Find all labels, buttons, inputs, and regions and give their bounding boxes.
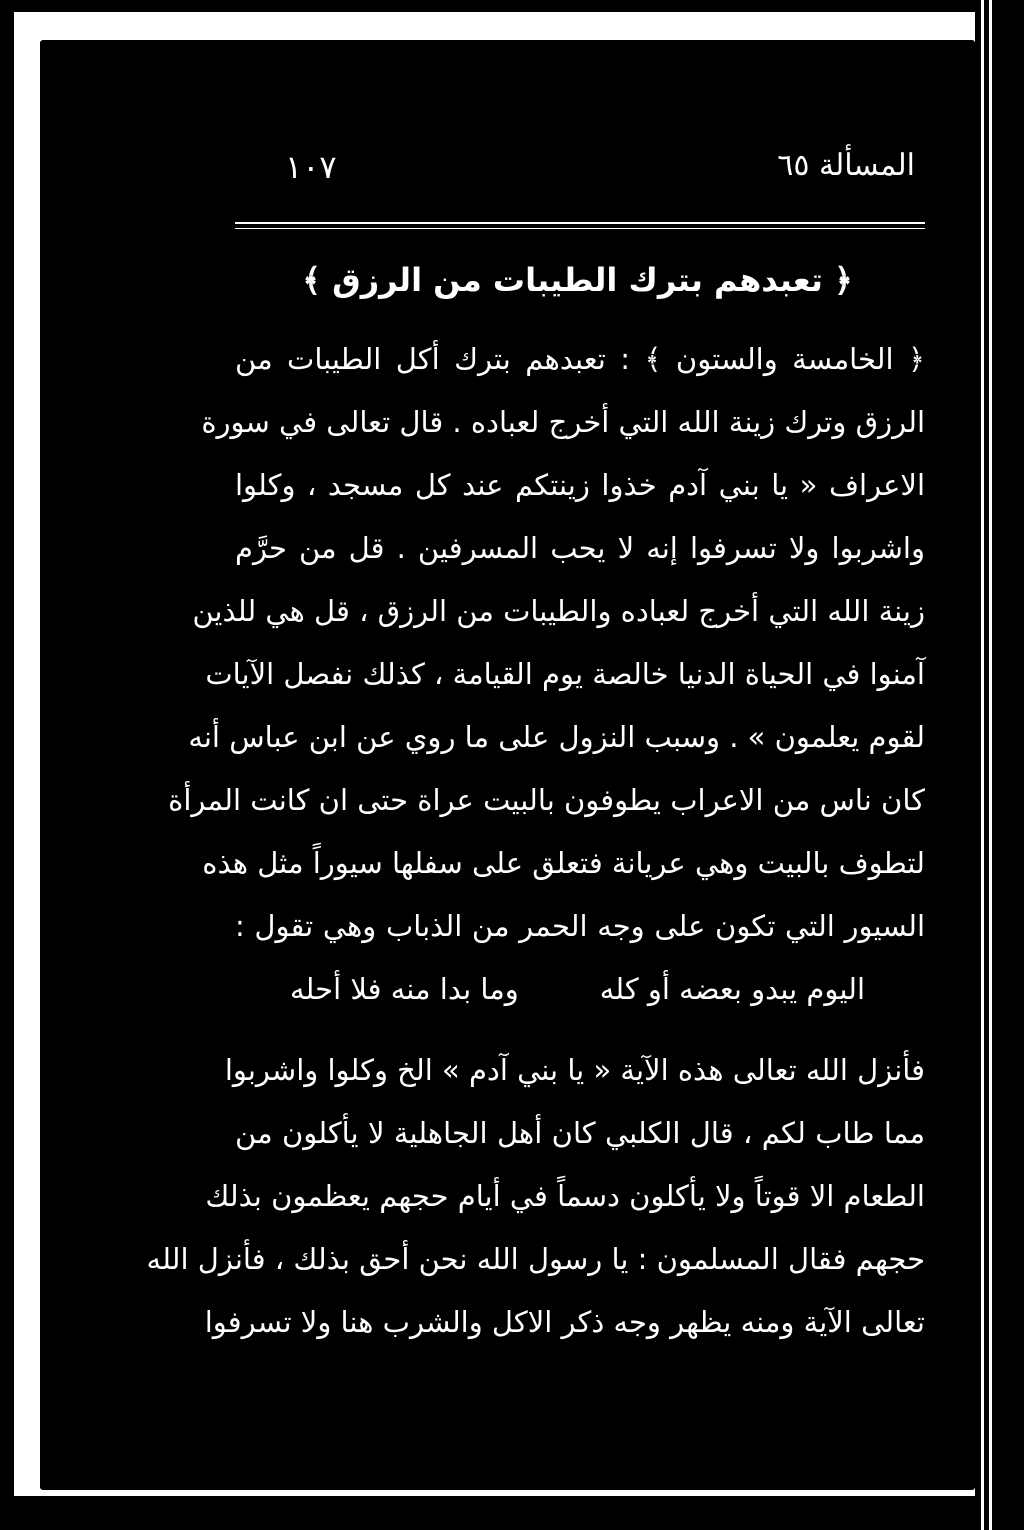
scan-edge-bottom [0,1496,1024,1530]
header-rule [235,222,925,224]
text-line: زينة الله التي أخرج لعباده والطيبات من الرزق ، قل هي للذين [192,594,925,628]
text-line: كان ناس من الاعراب يطوفون بالبيت عراة حتى ان كانت المرأة [168,783,925,817]
text-line: واشربوا ولا تسرفوا إنه لا يحب المسرفين . قل من حرَّم [235,531,925,565]
poem-verse [235,958,925,1021]
chapter-label: المسألة ٦٥ [777,148,915,183]
text-line: لقوم يعلمون » . وسبب النزول على ما روي عن ابن عباس أنه [188,720,925,754]
text-line: لتطوف بالبيت وهي عريانة فتعلق على سفلها سيوراً مثل هذه [202,846,925,880]
text-line: ﴿ الخامسة والستون ﴾ : تعبدهم بترك أكل الطيبات من [235,342,925,376]
text-line: الاعراف « يا بني آدم خذوا زينتكم عند كل مسجد ، وكلوا [235,468,925,502]
verse-second-half: وما بدا منه فلا أحله [290,972,519,1006]
text-line: فأنزل الله تعالى هذه الآية « يا بني آدم » الخ وكلوا واشربوا [224,1053,925,1087]
scan-edge-left [0,0,14,1530]
text-line: حجهم فقال المسلمون : يا رسول الله نحن أحق بذلك ، فأنزل الله [146,1242,925,1276]
scan-edge-top [0,0,1024,12]
text-line: الطعام الا قوتاً ولا يأكلون دسماً في أيام حجهم يعظمون بذلك [205,1179,925,1213]
page-header [230,140,925,200]
header-rule-thin [235,228,925,229]
text-line: الرزق وترك زينة الله التي أخرج لعباده . قال تعالى في سورة [201,405,925,439]
text-line: السيور التي تكون على وجه الحمر من الذباب وهي تقول : [235,909,925,943]
scan-edge-right [975,0,1024,1530]
text-line: آمنوا في الحياة الدنيا خالصة يوم القيامة ، كذلك نفصل الآيات [205,657,925,691]
body-text [146,328,925,1354]
page-number: ١٠٧ [285,148,337,186]
verse-first-half: اليوم يبدو بعضه أو كله [599,972,865,1006]
section-title: ﴿ تعبدهم بترك الطيبات من الرزق ﴾ [302,261,853,299]
text-line: تعالى الآية ومنه يظهر وجه ذكر الاكل والشرب هنا ولا تسرفوا [204,1305,925,1339]
text-line: مما طاب لكم ، قال الكلبي كان أهل الجاهلية لا يأكلون من [235,1116,925,1150]
